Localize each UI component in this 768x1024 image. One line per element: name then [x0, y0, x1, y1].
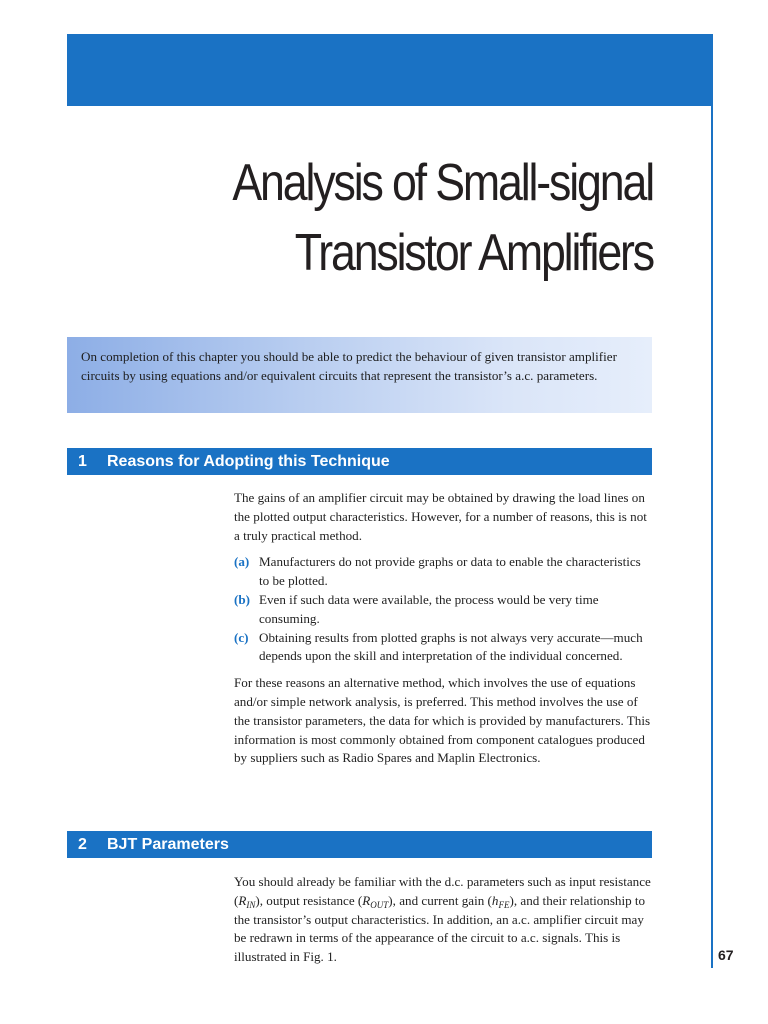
chapter-title-line-1: Analysis of Small-signal	[232, 154, 653, 212]
section-title: BJT Parameters	[107, 836, 229, 853]
section-2-body	[234, 873, 654, 967]
section-number: 1	[78, 453, 87, 470]
text-run: You should already be familiar with the d.c. parameters such as input resistance (	[234, 874, 651, 908]
list-item	[234, 591, 654, 629]
page-edge-rule	[711, 34, 713, 968]
rout-symbol	[362, 893, 388, 908]
list-item-text: Manufacturers do not provide graphs or data to enable the characteristics to be plotted.	[259, 554, 641, 589]
symbol-letter: h	[491, 892, 499, 908]
reasons-list	[234, 553, 654, 666]
chapter-objectives	[67, 337, 652, 413]
list-marker: (a)	[234, 554, 250, 570]
section-number: 2	[78, 836, 87, 853]
section-title: Reasons for Adopting this Technique	[107, 453, 390, 470]
chapter-title	[149, 148, 653, 288]
section-heading-1	[67, 448, 652, 475]
list-item	[234, 553, 654, 591]
objectives-text: On completion of this chapter you should be able to predict the behaviour of given transistor amplifier circuits by using equations and/or equivalent circuits that represent the transistor’s a.c. parameters.	[81, 349, 617, 383]
symbol-letter: R	[362, 892, 371, 908]
section-2-paragraph	[234, 873, 654, 967]
symbol-subscript: FE	[498, 899, 510, 910]
symbol-subscript: OUT	[370, 899, 389, 910]
section-1-conclusion: For these reasons an alternative method, which involves the use of equations and/or simple network analysis, is preferred. This method involves the use of the transistor parameters, the data for which is provided by manufacturers. This information is most commonly obtained from component catalogues produced by suppliers such as Radio Spares and Maplin Electronics.	[234, 675, 651, 766]
rin-symbol	[238, 893, 255, 908]
section-heading-2	[67, 831, 652, 858]
section-1-intro: The gains of an amplifier circuit may be obtained by drawing the load lines on the plotted output characteristics. However, for a number of reasons, this is not a truly practical method.	[234, 490, 647, 543]
list-item-text: Obtaining results from plotted graphs is not always very accurate—much depends upon the skill and interpretation of the individual concerned.	[259, 629, 643, 664]
page-number: 67	[718, 947, 734, 963]
symbol-letter: R	[238, 892, 247, 908]
chapter-title-line-2: Transistor Amplifiers	[294, 224, 653, 282]
hfe-symbol	[492, 893, 510, 908]
list-item-text: Even if such data were available, the process would be very time consuming.	[259, 591, 599, 626]
section-1-body	[234, 489, 654, 768]
text-run: ), output resistance (	[255, 892, 363, 908]
list-item	[234, 629, 654, 667]
top-banner	[67, 34, 713, 106]
list-marker: (b)	[234, 591, 251, 607]
text-run: ), and their relationship to the transistor’s output characteristics. In addition, an a.c. amplifier circuit may be redrawn in terms of the appearance of the circuit to a.c. signals. This is illustrated in Fig. 1.	[234, 892, 646, 965]
symbol-subscript: IN	[246, 899, 256, 910]
text-run: ), and current gain (	[388, 892, 492, 908]
list-marker: (c)	[234, 629, 249, 645]
